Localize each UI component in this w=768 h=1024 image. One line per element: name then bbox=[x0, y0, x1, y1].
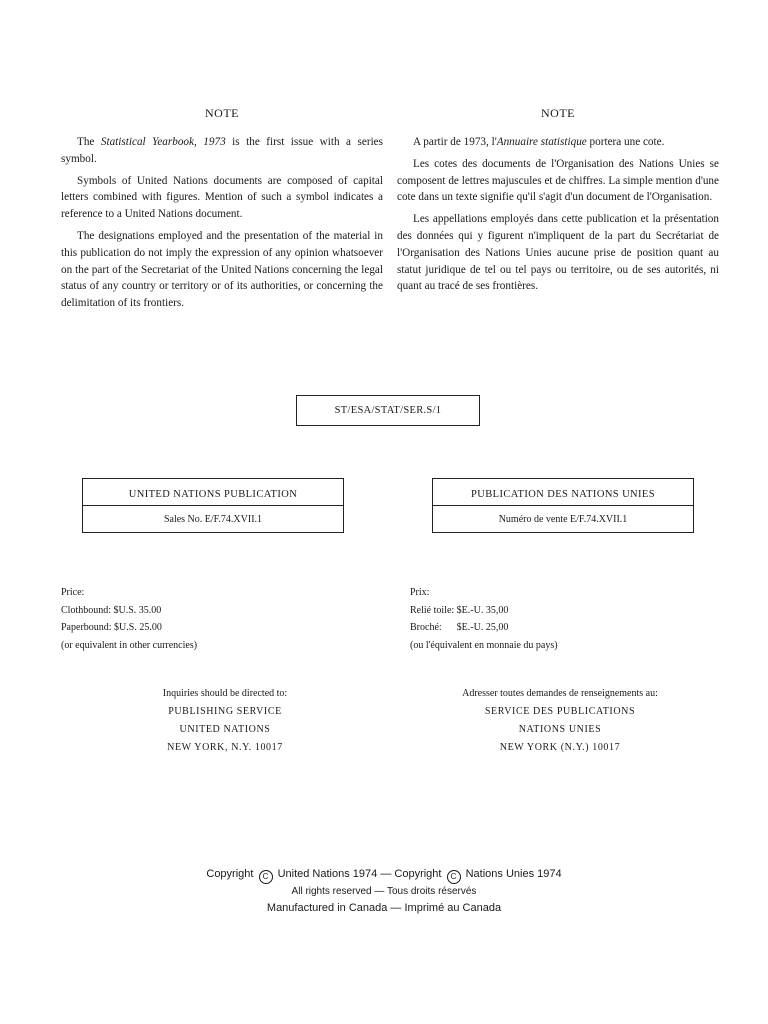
note-para-2-en: Symbols of United Nations documents are composed of capital letters combined with figures. Mention of such a symbol indicates a reference to a United Nations document. bbox=[61, 174, 383, 221]
copyright-line: Copyright C United Nations 1974 — Copyright C Nations Unies 1974 bbox=[0, 866, 768, 884]
note-para-1-en: The Statistical Yearbook, 1973 is the first issue with a series symbol. bbox=[61, 136, 383, 165]
note-title-fr: NOTE bbox=[541, 106, 575, 120]
inquiries-line2-fr: NATIONS UNIES bbox=[518, 724, 602, 735]
copyright-icon: C bbox=[259, 870, 273, 884]
note-body-en bbox=[61, 134, 383, 317]
document-symbol-box bbox=[296, 395, 480, 426]
price-block-fr bbox=[410, 584, 558, 654]
sales-number-fr: Numéro de vente E/F.74.XVII.1 bbox=[498, 513, 628, 525]
inquiries-block-en bbox=[120, 685, 330, 757]
note-para-2-fr: Les cotes des documents de l'Organisation des Nations Unies se composent de lettres majuscules et de chiffres. La simple mention d'une cote dans un texte signifie qu'il s'agit d'un document de l'Organisation. bbox=[397, 157, 719, 204]
publication-box-en bbox=[82, 478, 344, 533]
document-symbol: ST/ESA/STAT/SER.S/1 bbox=[334, 405, 442, 416]
note-para-3-fr: Les appellations employés dans cette publication et la présentation des données qui y figurent n'impliquent de la part du Secrétariat de l'Organisation des Nations Unies aucune prise de position quant au statut juridique de tel ou tel pays ou territoire, ou de ses autorités, ni quant au tracé de ses frontières. bbox=[397, 213, 719, 293]
sales-number-en: Sales No. E/F.74.XVII.1 bbox=[163, 513, 263, 525]
price-block-en bbox=[61, 584, 197, 654]
publication-title-en: UNITED NATIONS PUBLICATION bbox=[83, 479, 343, 506]
price-label-en: Price: bbox=[61, 587, 85, 598]
inquiries-block-fr bbox=[430, 685, 690, 757]
price-cloth-en: Clothbound: $U.S. 35.00 bbox=[61, 604, 162, 616]
copyright-icon: C bbox=[447, 870, 461, 884]
note-para-1-fr: A partir de 1973, l'Annuaire statistique portera une cote. bbox=[413, 136, 665, 148]
note-title-en: NOTE bbox=[205, 106, 239, 120]
price-label-fr: Prix: bbox=[410, 587, 430, 598]
note-body-fr bbox=[397, 134, 719, 300]
price-note-en: (or equivalent in other currencies) bbox=[61, 639, 198, 651]
inquiries-line1-fr: SERVICE DES PUBLICATIONS bbox=[484, 706, 636, 717]
inquiries-line3-en: NEW YORK, N.Y. 10017 bbox=[167, 742, 283, 753]
rights-reserved: All rights reserved — Tous droits réservés bbox=[291, 886, 477, 897]
publication-title-fr: PUBLICATION DES NATIONS UNIES bbox=[433, 479, 693, 506]
inquiries-intro-en: Inquiries should be directed to: bbox=[162, 688, 288, 699]
copyright-block bbox=[0, 866, 768, 916]
note-para-3-en: The designations employed and the presentation of the material in this publication do not imply the expression of any opinion whatsoever on the part of the Secretariat of the United Nations concerning the legal status of any country or territory or of its authorities, or concerning the delimitation of its frontiers. bbox=[61, 229, 383, 310]
publication-box-fr bbox=[432, 478, 694, 533]
price-paper-fr: Broché: $E.-U. 25,00 bbox=[410, 622, 509, 633]
manufactured-in: Manufactured in Canada — Imprimé au Canada bbox=[266, 902, 502, 914]
inquiries-intro-fr: Adresser toutes demandes de renseignements au: bbox=[462, 688, 658, 699]
inquiries-line1-en: PUBLISHING SERVICE bbox=[168, 706, 282, 717]
inquiries-line3-fr: NEW YORK (N.Y.) 10017 bbox=[499, 742, 621, 753]
price-cloth-fr: Relié toile: $E.-U. 35,00 bbox=[410, 604, 509, 616]
price-paper-en: Paperbound: $U.S. 25.00 bbox=[61, 622, 162, 633]
price-note-fr: (ou l'équivalent en monnaie du pays) bbox=[410, 639, 558, 651]
inquiries-line2-en: UNITED NATIONS bbox=[179, 724, 271, 735]
